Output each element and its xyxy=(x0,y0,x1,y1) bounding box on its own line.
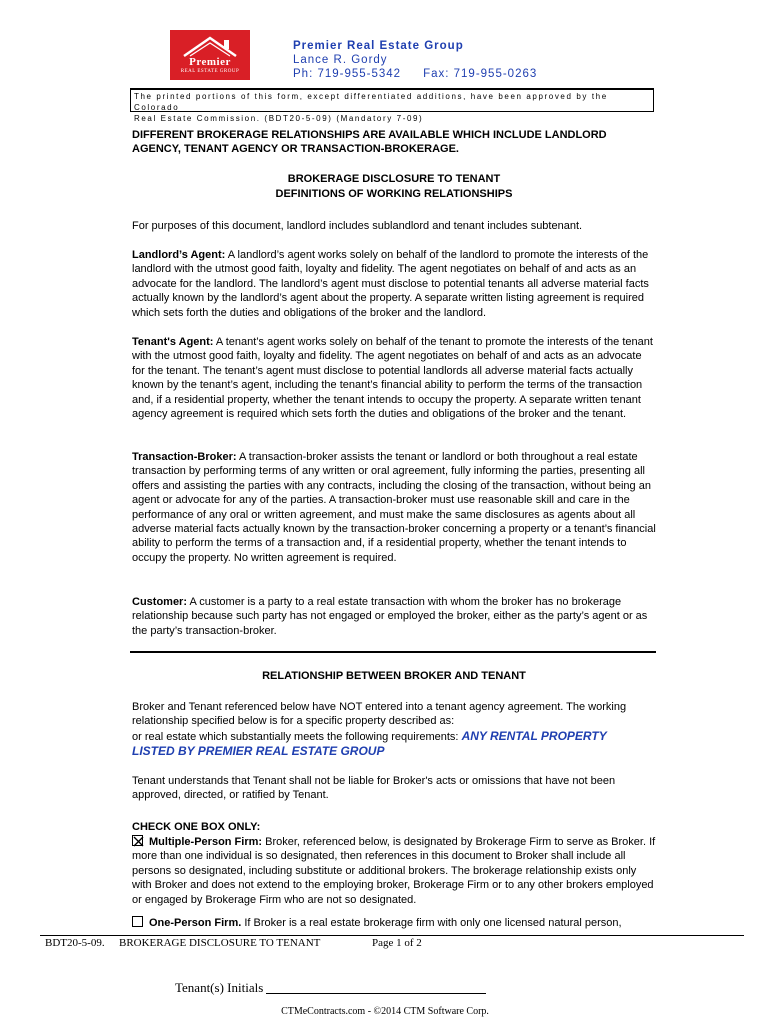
option-term: One-Person Firm. xyxy=(149,917,242,929)
tenant-agent-definition xyxy=(132,335,656,421)
section-divider xyxy=(130,651,656,653)
requirements-text: or real estate which substantially meets the following requirements: xyxy=(132,730,462,743)
page-number: Page 1 of 2 xyxy=(372,937,422,949)
initials-line[interactable] xyxy=(266,981,486,994)
relationship-text: Broker and Tenant referenced below have NOT entered into a tenant agency agreement. The working relationship specified below is for a specific property described as: xyxy=(132,701,627,728)
definition-text: A transaction-broker assists the tenant or landlord or both throughout a real estate transaction by performing terms of any written or oral agreement, fully informing the parties, presenting all offers and assisting the parties with any contracts, including the closing of the transaction, without being an agent or advocate for any of the parties. A transaction-broker must use reasonable skill and care in the performance of any oral or written agreement, and must make the same disclosures as agents about all adverse material facts actually known by the transaction-broker concerning a property or a tenant’s financial ability to perform the terms of a transaction and, if a residential property, whether the tenant intends to occupy the property. No written agreement is required. xyxy=(132,451,656,564)
definition-term: Transaction-Broker: xyxy=(132,451,237,463)
commission-disclaimer xyxy=(130,88,654,123)
company-logo xyxy=(170,30,250,80)
definition-term: Landlord’s Agent: xyxy=(132,249,226,261)
option-text: If Broker is a real estate brokerage firm with only one licensed natural person, xyxy=(241,917,622,929)
logo-subtitle: REAL ESTATE GROUP xyxy=(180,69,240,74)
tenant-initials-field xyxy=(175,980,486,996)
liability-paragraph: Tenant understands that Tenant shall not be liable for Broker's acts or omissions that have not been approved, directed, or ratified by Tenant. xyxy=(132,775,616,802)
agent-name: Lance R. Gordy xyxy=(293,54,388,66)
footer-title: BROKERAGE DISCLOSURE TO TENANT xyxy=(119,937,321,949)
requirements-line xyxy=(132,729,656,744)
option-term: Multiple-Person Firm: xyxy=(149,836,263,848)
definition-text: A landlord’s agent works solely on behalf of the landlord to promote the interests of the landlord with the utmost good faith, loyalty and fidelity. The agent negotiates on behalf of and acts as an advocate for the landlord. The landlord’s agent must disclose to potential tenants all adverse material facts actually known by the landlord’s agent about the property. A separate written listing agreement is required which sets forth the duties and obligations of the broker and the landlord. xyxy=(132,249,649,319)
multiple-person-firm-option xyxy=(132,835,656,907)
intro-statement: DIFFERENT BROKERAGE RELATIONSHIPS ARE AVAILABLE WHICH INCLUDE LANDLORD AGENCY, TENANT AGENCY OR TRANSACTION-BROKERAGE. xyxy=(132,129,607,156)
logo-name: Premier xyxy=(189,56,231,68)
customer-definition xyxy=(132,595,656,638)
check-x-icon xyxy=(133,836,144,847)
footer-rule xyxy=(40,935,744,936)
contact-line xyxy=(293,67,537,81)
disclaimer-line-2: Real Estate Commission. (BDT20-5-09) (Mandatory 7-09) xyxy=(134,114,424,123)
initials-label: Tenant(s) Initials xyxy=(175,980,264,995)
one-person-checkbox[interactable] xyxy=(132,916,143,927)
section-title-definitions: DEFINITIONS OF WORKING RELATIONSHIPS xyxy=(275,188,513,200)
definition-term: Customer: xyxy=(132,596,188,608)
landlord-agent-definition xyxy=(132,248,656,320)
section-title-relationship: RELATIONSHIP BETWEEN BROKER AND TENANT xyxy=(262,670,526,682)
transaction-broker-definition xyxy=(132,450,656,565)
one-person-firm-option xyxy=(132,916,656,930)
definition-text: A tenant’s agent works solely on behalf of the tenant to promote the interests of the tenant with the utmost good faith, loyalty and fidelity. The agent negotiates on behalf of and acts as an advocate for the tenant. The tenant’s agent must disclose to potential landlords all adverse material facts actually known by the tenant’s agent, including the tenant’s financial ability to perform the terms of the transaction and, if a residential property, whether the tenant intends to occupy the property. A separate written tenant agency agreement is required which sets forth the duties and obligations of the broker and the tenant. xyxy=(132,336,653,421)
check-one-heading: CHECK ONE BOX ONLY: xyxy=(132,821,261,833)
requirement-value-2: LISTED BY PREMIER REAL ESTATE GROUP xyxy=(132,744,385,759)
copyright-notice: CTMeContracts.com - ©2014 CTM Software Corp. xyxy=(281,1006,489,1017)
document-title: BROKERAGE DISCLOSURE TO TENANT xyxy=(287,173,501,185)
phone-number: Ph: 719-955-5342 xyxy=(293,68,402,80)
definition-term: Tenant's Agent: xyxy=(132,336,214,348)
form-code: BDT20-5-09. xyxy=(45,937,105,949)
definition-text: A customer is a party to a real estate transaction with whom the broker has no brokerage relationship because such party has not engaged or employed the broker, either as the party’s agent or as the party’s transaction-broker. xyxy=(132,596,648,637)
multiple-person-checkbox[interactable] xyxy=(132,835,143,846)
purposes-paragraph: For purposes of this document, landlord includes sublandlord and tenant includes subtenant. xyxy=(132,220,583,232)
company-header xyxy=(293,39,537,81)
relationship-paragraph xyxy=(132,700,656,759)
option-text: Broker, referenced below, is designated by Brokerage Firm to serve as Broker. If more than one individual is so designated, then references in this document to Broker shall include all persons so designated, including substitute or additional brokers. The brokerage relationship exists only with Broker and does not extend to the employing broker, Brokerage Firm or to any other brokers employed or engaged by Brokerage Firm who are not so designated. xyxy=(132,836,656,906)
company-name: Premier Real Estate Group xyxy=(293,40,464,52)
disclaimer-line-1: The printed portions of this form, except differentiated additions, have been approved by the Colorado xyxy=(134,92,608,112)
fax-number: Fax: 719-955-0263 xyxy=(423,68,538,80)
requirement-value-1: ANY RENTAL PROPERTY xyxy=(461,728,607,743)
